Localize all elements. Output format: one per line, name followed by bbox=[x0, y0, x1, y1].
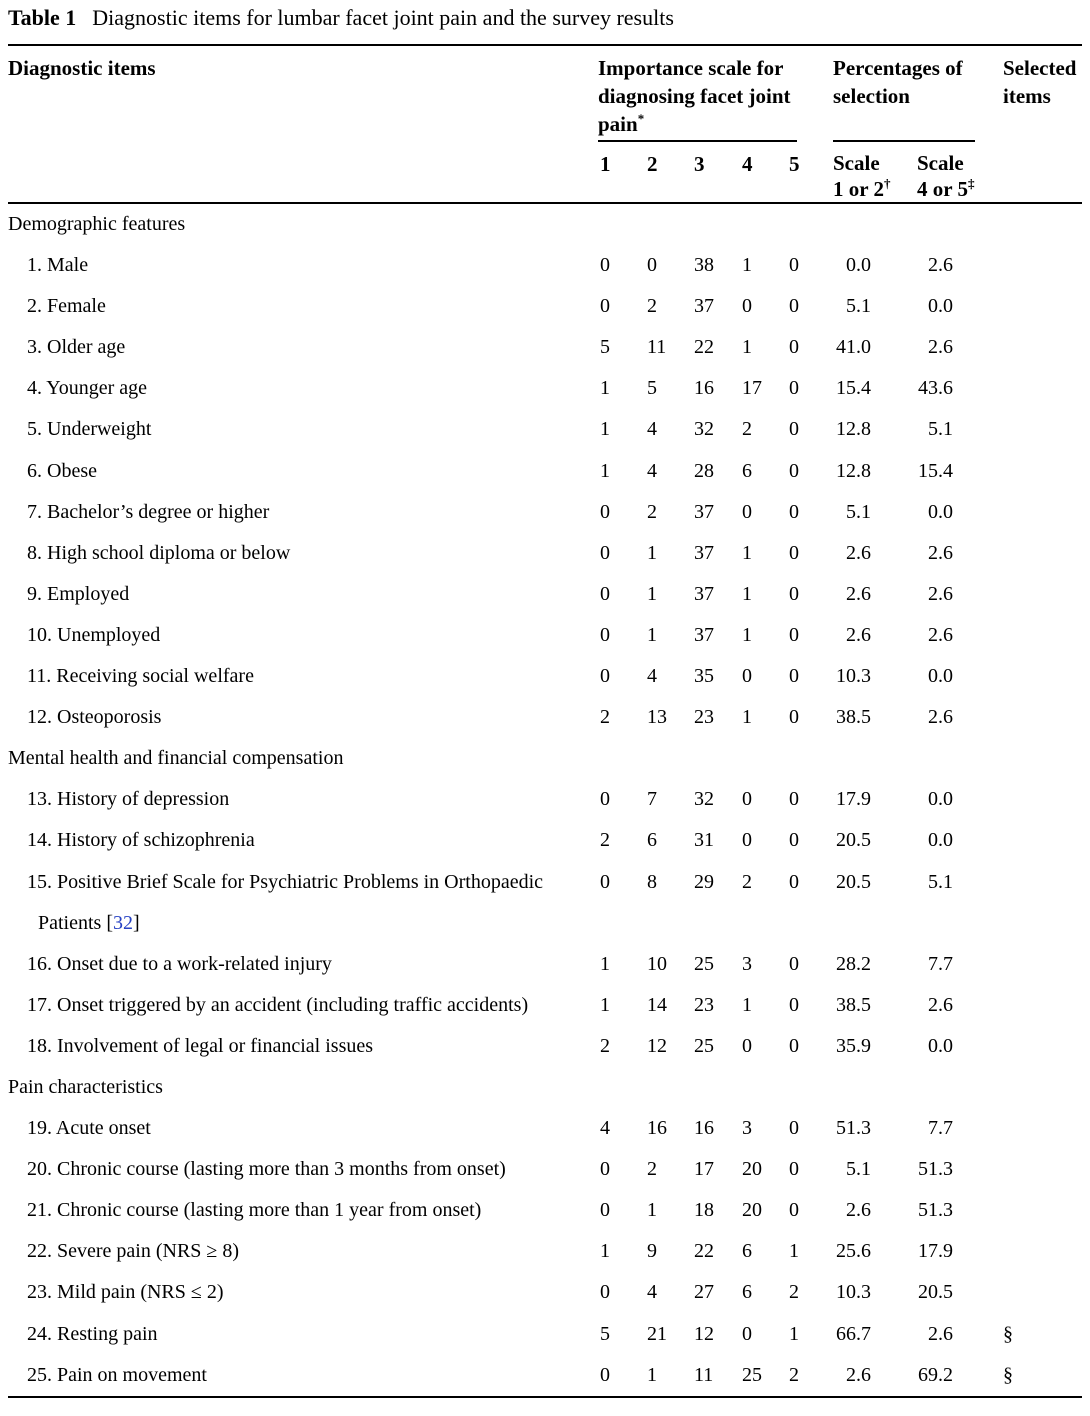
scale-5-count-cell: 0 bbox=[789, 1199, 799, 1222]
pct-scale-4-or-5-cell: 5.1 bbox=[928, 418, 953, 441]
scale-3-count-cell: 22 bbox=[694, 1240, 714, 1263]
item-label-cell: 12. Osteoporosis bbox=[27, 706, 162, 729]
section-row-label: Demographic features bbox=[8, 213, 186, 235]
scale-1-count-cell: 0 bbox=[600, 541, 610, 564]
col-header-scale-2: 2 bbox=[647, 152, 658, 176]
scale-5-count-cell: 0 bbox=[789, 459, 799, 482]
scale-4-count-cell: 2 bbox=[742, 418, 752, 441]
section-row-label: Pain characteristics bbox=[8, 1075, 163, 1098]
pct-scale-4-or-5-cell: 2.6 bbox=[928, 254, 953, 277]
scale-3-count-cell: 16 bbox=[694, 377, 714, 400]
scale-2-count-cell: 1 bbox=[647, 1363, 657, 1386]
scale-2-count-cell: 4 bbox=[647, 665, 657, 688]
pct-scale-1-or-2-cell: 2.6 bbox=[846, 1363, 871, 1386]
item-label-cell: 13. History of depression bbox=[27, 788, 230, 811]
pct-scale-4-or-5-cell: 17.9 bbox=[918, 1240, 953, 1263]
scale-5-count-cell: 0 bbox=[789, 870, 799, 893]
selected-mark-cell bbox=[1003, 409, 1082, 450]
scale-4-count-cell: 1 bbox=[742, 541, 752, 564]
pct-scale-4-or-5-cell: 2.6 bbox=[928, 706, 953, 729]
pct-scale-4-or-5-cell: 0.0 bbox=[928, 1034, 953, 1057]
section-row-label: Mental health and financial compensation bbox=[8, 747, 344, 770]
scale-3-count-cell: 37 bbox=[694, 623, 714, 646]
scale-2-count-cell: 14 bbox=[647, 993, 667, 1016]
scale-1-count-cell: 0 bbox=[600, 582, 610, 605]
item-label-cell: 2. Female bbox=[27, 295, 106, 318]
scale-3-count-cell: 22 bbox=[694, 336, 714, 359]
scale-4-count-cell: 1 bbox=[742, 582, 752, 605]
table-title bbox=[8, 0, 1082, 44]
pct-scale-4-or-5-cell: 51.3 bbox=[918, 1158, 953, 1181]
pct-scale-1-or-2-cell: 12.8 bbox=[836, 459, 871, 482]
item-label-cell: 18. Involvement of legal or financial issues bbox=[27, 1034, 374, 1057]
pct-scale-4-or-5-cell: 2.6 bbox=[928, 623, 953, 646]
item-label-cell: 5. Underweight bbox=[27, 418, 152, 441]
scale-3-count-cell: 32 bbox=[694, 418, 714, 441]
scale-1-count-cell: 1 bbox=[600, 1240, 610, 1263]
pct-scale-1-or-2-cell: 25.6 bbox=[836, 1240, 871, 1263]
scale-3-count-cell: 31 bbox=[694, 829, 714, 852]
scale-1-count-cell: 2 bbox=[600, 706, 610, 729]
footnote-mark-double-dagger: ‡ bbox=[967, 176, 975, 191]
scale-4-count-cell: 0 bbox=[742, 1034, 752, 1057]
pct-scale-1-or-2-cell: 5.1 bbox=[846, 500, 871, 523]
scale-4-count-cell: 1 bbox=[742, 993, 752, 1016]
pct-scale-1-or-2-cell: 10.3 bbox=[836, 1281, 871, 1304]
pct-scale-4-or-5-cell: 2.6 bbox=[928, 1322, 953, 1345]
pct-scale-4-or-5-cell: 2.6 bbox=[928, 582, 953, 605]
pct-scale-4-or-5-cell: 51.3 bbox=[918, 1199, 953, 1222]
scale-4-count-cell: 3 bbox=[742, 952, 752, 975]
pct-scale-4-or-5-cell: 0.0 bbox=[928, 295, 953, 318]
item-label-cell: 7. Bachelor’s degree or higher bbox=[27, 500, 270, 523]
col-header-selected-items bbox=[1003, 54, 1082, 110]
header-line: Scale bbox=[917, 151, 964, 175]
header-line: 4 or 5 bbox=[917, 177, 968, 201]
selected-mark-cell bbox=[1003, 779, 1082, 820]
scale-5-count-cell: 0 bbox=[789, 582, 799, 605]
scale-3-count-cell: 17 bbox=[694, 1158, 714, 1181]
scale-1-count-cell: 0 bbox=[600, 665, 610, 688]
scale-5-count-cell: 0 bbox=[789, 500, 799, 523]
scale-2-count-cell: 7 bbox=[647, 788, 657, 811]
col-header-percentages bbox=[833, 54, 1003, 150]
header-line: 1 or 2 bbox=[833, 177, 884, 201]
pct-scale-4-or-5-cell: 2.6 bbox=[928, 993, 953, 1016]
pct-scale-1-or-2-cell: 10.3 bbox=[836, 665, 871, 688]
header-line: Selected bbox=[1003, 56, 1077, 80]
selected-mark-cell bbox=[1003, 1190, 1082, 1231]
header-line: diagnosing facet joint bbox=[598, 84, 791, 108]
scale-2-count-cell: 1 bbox=[647, 582, 657, 605]
scale-2-count-cell: 8 bbox=[647, 870, 657, 893]
item-label-cell: 14. History of schizophrenia bbox=[27, 829, 255, 852]
col-header-importance-scale bbox=[598, 54, 833, 150]
pct-scale-1-or-2-cell: 41.0 bbox=[836, 336, 871, 359]
item-label-cell: 24. Resting pain bbox=[27, 1322, 158, 1345]
scale-4-count-cell: 0 bbox=[742, 295, 752, 318]
selected-mark-cell bbox=[1003, 1108, 1082, 1149]
scale-4-count-cell: 25 bbox=[742, 1363, 762, 1386]
scale-1-count-cell: 1 bbox=[600, 418, 610, 441]
scale-5-count-cell: 0 bbox=[789, 1034, 799, 1057]
scale-1-count-cell: 0 bbox=[600, 1199, 610, 1222]
scale-1-count-cell: 2 bbox=[600, 829, 610, 852]
item-label-cell: 6. Obese bbox=[27, 459, 97, 482]
scale-2-count-cell: 12 bbox=[647, 1034, 667, 1057]
pct-scale-4-or-5-cell: 7.7 bbox=[928, 1117, 953, 1140]
pct-scale-1-or-2-cell: 38.5 bbox=[836, 706, 871, 729]
col-header-scale-3: 3 bbox=[694, 152, 705, 176]
pct-scale-1-or-2-cell: 20.5 bbox=[836, 829, 871, 852]
scale-4-count-cell: 1 bbox=[742, 706, 752, 729]
scale-2-count-cell: 10 bbox=[647, 952, 667, 975]
scale-3-count-cell: 37 bbox=[694, 500, 714, 523]
scale-2-count-cell: 9 bbox=[647, 1240, 657, 1263]
col-header-scale-1-or-2 bbox=[833, 150, 917, 202]
scale-5-count-cell: 0 bbox=[789, 665, 799, 688]
scale-3-count-cell: 37 bbox=[694, 295, 714, 318]
col-header-diagnostic-items: Diagnostic items bbox=[8, 56, 156, 80]
scale-1-count-cell: 0 bbox=[600, 870, 610, 893]
scale-2-count-cell: 4 bbox=[647, 459, 657, 482]
scale-4-count-cell: 6 bbox=[742, 459, 752, 482]
bottom-rule bbox=[8, 1396, 1082, 1398]
scale-5-count-cell: 0 bbox=[789, 952, 799, 975]
footnote-mark-asterisk: * bbox=[637, 111, 645, 126]
scale-2-count-cell: 16 bbox=[647, 1117, 667, 1140]
scale-1-count-cell: 5 bbox=[600, 336, 610, 359]
pct-scale-4-or-5-cell: 2.6 bbox=[928, 541, 953, 564]
header-line: Importance scale for bbox=[598, 56, 784, 80]
scale-4-count-cell: 0 bbox=[742, 665, 752, 688]
item-label-cell: 1. Male bbox=[27, 254, 89, 277]
pct-scale-4-or-5-cell: 0.0 bbox=[928, 829, 953, 852]
selected-mark-cell bbox=[1003, 697, 1082, 738]
scale-5-count-cell: 0 bbox=[789, 254, 799, 277]
scale-2-count-cell: 2 bbox=[647, 1158, 657, 1181]
pct-scale-1-or-2-cell: 51.3 bbox=[836, 1117, 871, 1140]
pct-scale-1-or-2-cell: 2.6 bbox=[846, 1199, 871, 1222]
selected-mark-cell bbox=[1003, 574, 1082, 615]
scale-4-count-cell: 20 bbox=[742, 1158, 762, 1181]
scale-1-count-cell: 5 bbox=[600, 1322, 610, 1345]
col-header-scale-5: 5 bbox=[789, 152, 800, 176]
pct-scale-1-or-2-cell: 5.1 bbox=[846, 295, 871, 318]
scale-3-count-cell: 37 bbox=[694, 582, 714, 605]
scale-5-count-cell: 0 bbox=[789, 295, 799, 318]
selected-mark-cell bbox=[1003, 327, 1082, 368]
selected-mark-cell bbox=[1003, 944, 1082, 985]
header-line: selection bbox=[833, 84, 910, 108]
pct-scale-1-or-2-cell: 35.9 bbox=[836, 1034, 871, 1057]
scale-4-count-cell: 20 bbox=[742, 1199, 762, 1222]
header-line: items bbox=[1003, 84, 1051, 108]
scale-2-count-cell: 1 bbox=[647, 623, 657, 646]
scale-1-count-cell: 0 bbox=[600, 295, 610, 318]
selected-mark-cell bbox=[1003, 533, 1082, 574]
scale-1-count-cell: 0 bbox=[600, 254, 610, 277]
col-header-scale-1: 1 bbox=[600, 152, 611, 176]
scale-3-count-cell: 11 bbox=[694, 1363, 714, 1386]
selected-mark-cell bbox=[1003, 492, 1082, 533]
pct-scale-1-or-2-cell: 5.1 bbox=[846, 1158, 871, 1181]
footnote-mark-dagger: † bbox=[883, 176, 891, 191]
scale-4-count-cell: 6 bbox=[742, 1281, 752, 1304]
selected-mark-cell bbox=[1003, 451, 1082, 492]
scale-2-count-cell: 5 bbox=[647, 377, 657, 400]
scale-2-count-cell: 1 bbox=[647, 1199, 657, 1222]
scale-4-count-cell: 0 bbox=[742, 829, 752, 852]
pct-scale-1-or-2-cell: 20.5 bbox=[836, 870, 871, 893]
selected-mark-cell: § bbox=[1003, 1322, 1013, 1345]
scale-5-count-cell: 0 bbox=[789, 1117, 799, 1140]
scale-5-count-cell: 0 bbox=[789, 623, 799, 646]
scale-3-count-cell: 32 bbox=[694, 788, 714, 811]
scale-3-count-cell: 16 bbox=[694, 1117, 714, 1140]
selected-mark-cell bbox=[1003, 1231, 1082, 1272]
selected-mark-cell bbox=[1003, 615, 1082, 656]
scale-4-count-cell: 1 bbox=[742, 336, 752, 359]
table-header bbox=[8, 46, 1082, 202]
item-label-cell: 10. Unemployed bbox=[27, 623, 161, 646]
pct-scale-1-or-2-cell: 0.0 bbox=[846, 254, 871, 277]
pct-scale-4-or-5-cell: 43.6 bbox=[918, 377, 953, 400]
scale-5-count-cell: 1 bbox=[789, 1240, 799, 1263]
scale-5-count-cell: 0 bbox=[789, 418, 799, 441]
scale-1-count-cell: 0 bbox=[600, 500, 610, 523]
pct-scale-4-or-5-cell: 7.7 bbox=[928, 952, 953, 975]
item-label-cell: 19. Acute onset bbox=[27, 1117, 151, 1140]
scale-5-count-cell: 0 bbox=[789, 377, 799, 400]
header-line: Percentages of bbox=[833, 56, 963, 80]
scale-1-count-cell: 0 bbox=[600, 1281, 610, 1304]
pct-scale-1-or-2-cell: 15.4 bbox=[836, 377, 871, 400]
item-label-cell: 20. Chronic course (lasting more than 3 months from onset) bbox=[27, 1158, 506, 1181]
scale-4-count-cell: 2 bbox=[742, 870, 752, 893]
scale-1-count-cell: 4 bbox=[600, 1117, 610, 1140]
scale-5-count-cell: 0 bbox=[789, 1158, 799, 1181]
scale-5-count-cell: 2 bbox=[789, 1281, 799, 1304]
col-header-scale-4: 4 bbox=[742, 152, 753, 176]
scale-3-count-cell: 35 bbox=[694, 665, 714, 688]
scale-4-count-cell: 1 bbox=[742, 623, 752, 646]
scale-1-count-cell: 1 bbox=[600, 459, 610, 482]
scale-4-count-cell: 0 bbox=[742, 1322, 752, 1345]
scale-4-count-cell: 3 bbox=[742, 1117, 752, 1140]
item-label-cell: 3. Older age bbox=[27, 336, 126, 359]
pct-scale-4-or-5-cell: 0.0 bbox=[928, 788, 953, 811]
scale-2-count-cell: 11 bbox=[647, 336, 667, 359]
scale-5-count-cell: 1 bbox=[789, 1322, 799, 1345]
scale-5-count-cell: 0 bbox=[789, 829, 799, 852]
scale-1-count-cell: 0 bbox=[600, 623, 610, 646]
scale-2-count-cell: 4 bbox=[647, 1281, 657, 1304]
item-label-cell: 4. Younger age bbox=[27, 377, 147, 400]
item-label-cell: 8. High school diploma or below bbox=[27, 541, 291, 564]
scale-3-count-cell: 27 bbox=[694, 1281, 714, 1304]
scale-3-count-cell: 25 bbox=[694, 1034, 714, 1057]
pct-scale-1-or-2-cell: 38.5 bbox=[836, 993, 871, 1016]
scale-3-count-cell: 23 bbox=[694, 993, 714, 1016]
col-header-scale-4-or-5 bbox=[917, 150, 1003, 202]
item-label-cell: 17. Onset triggered by an accident (including traffic accidents) bbox=[27, 993, 529, 1016]
selected-mark-cell bbox=[1003, 985, 1082, 1026]
scale-2-count-cell: 2 bbox=[647, 500, 657, 523]
pct-scale-1-or-2-cell: 17.9 bbox=[836, 788, 871, 811]
scale-1-count-cell: 1 bbox=[600, 993, 610, 1016]
pct-scale-1-or-2-cell: 66.7 bbox=[836, 1322, 871, 1345]
selected-mark-cell bbox=[1003, 1026, 1082, 1067]
scale-4-count-cell: 1 bbox=[742, 254, 752, 277]
scale-5-count-cell: 0 bbox=[789, 788, 799, 811]
scale-5-count-cell: 0 bbox=[789, 541, 799, 564]
scale-2-count-cell: 2 bbox=[647, 295, 657, 318]
scale-5-count-cell: 0 bbox=[789, 993, 799, 1016]
table-caption: Diagnostic items for lumbar facet joint pain and the survey results bbox=[92, 5, 674, 30]
scale-3-count-cell: 28 bbox=[694, 459, 714, 482]
item-label-cell: 25. Pain on movement bbox=[27, 1363, 207, 1386]
scale-4-count-cell: 6 bbox=[742, 1240, 752, 1263]
item-label-cell: 11. Receiving social welfare bbox=[27, 665, 254, 688]
scale-3-count-cell: 12 bbox=[694, 1322, 714, 1345]
scale-3-count-cell: 38 bbox=[694, 254, 714, 277]
scale-4-count-cell: 0 bbox=[742, 500, 752, 523]
item-label-cell: 21. Chronic course (lasting more than 1 year from onset) bbox=[27, 1199, 482, 1222]
pct-scale-1-or-2-cell: 2.6 bbox=[846, 582, 871, 605]
citation-link[interactable]: 32 bbox=[113, 911, 134, 934]
selected-mark-cell bbox=[1003, 656, 1082, 697]
selected-mark-cell bbox=[1003, 1149, 1082, 1190]
pct-scale-4-or-5-cell: 20.5 bbox=[918, 1281, 953, 1304]
scale-4-count-cell: 17 bbox=[742, 377, 762, 400]
pct-scale-1-or-2-cell: 12.8 bbox=[836, 418, 871, 441]
scale-1-count-cell: 0 bbox=[600, 1363, 610, 1386]
scale-5-count-cell: 0 bbox=[789, 706, 799, 729]
scale-1-count-cell: 0 bbox=[600, 788, 610, 811]
scale-5-count-cell: 0 bbox=[789, 336, 799, 359]
scale-3-count-cell: 25 bbox=[694, 952, 714, 975]
selected-mark-cell bbox=[1003, 368, 1082, 409]
scale-4-count-cell: 0 bbox=[742, 788, 752, 811]
header-line: Scale bbox=[833, 151, 880, 175]
pct-scale-4-or-5-cell: 15.4 bbox=[918, 459, 953, 482]
table-label: Table 1 bbox=[8, 5, 77, 30]
item-label-cell: 22. Severe pain (NRS ≥ 8) bbox=[27, 1240, 240, 1263]
pct-scale-1-or-2-cell: 2.6 bbox=[846, 623, 871, 646]
table-body bbox=[8, 204, 1082, 1396]
pct-scale-4-or-5-cell: 2.6 bbox=[928, 336, 953, 359]
scale-2-count-cell: 13 bbox=[647, 706, 667, 729]
selected-mark-cell bbox=[1003, 862, 1082, 944]
item-label-cell: 9. Employed bbox=[27, 582, 130, 605]
scale-5-count-cell: 2 bbox=[789, 1363, 799, 1386]
scale-3-count-cell: 37 bbox=[694, 541, 714, 564]
scale-2-count-cell: 0 bbox=[647, 254, 657, 277]
scale-1-count-cell: 1 bbox=[600, 377, 610, 400]
scale-1-count-cell: 2 bbox=[600, 1034, 610, 1057]
item-label-cell: 16. Onset due to a work-related injury bbox=[27, 952, 332, 975]
pct-scale-4-or-5-cell: 69.2 bbox=[918, 1363, 953, 1386]
scale-2-count-cell: 6 bbox=[647, 829, 657, 852]
selected-mark-cell bbox=[1003, 286, 1082, 327]
scale-2-count-cell: 4 bbox=[647, 418, 657, 441]
scale-3-count-cell: 23 bbox=[694, 706, 714, 729]
item-label-cell: 23. Mild pain (NRS ≤ 2) bbox=[27, 1281, 224, 1304]
scale-3-count-cell: 18 bbox=[694, 1199, 714, 1222]
selected-mark-cell bbox=[1003, 820, 1082, 861]
pct-scale-4-or-5-cell: 5.1 bbox=[928, 870, 953, 893]
scale-2-count-cell: 1 bbox=[647, 541, 657, 564]
pct-scale-4-or-5-cell: 0.0 bbox=[928, 500, 953, 523]
selected-mark-cell: § bbox=[1003, 1363, 1013, 1386]
selected-mark-cell bbox=[1003, 1272, 1082, 1313]
pct-scale-4-or-5-cell: 0.0 bbox=[928, 665, 953, 688]
scale-1-count-cell: 1 bbox=[600, 952, 610, 975]
selected-mark-cell bbox=[1003, 245, 1082, 286]
pct-scale-1-or-2-cell: 28.2 bbox=[836, 952, 871, 975]
header-line: pain bbox=[598, 112, 638, 136]
scale-3-count-cell: 29 bbox=[694, 870, 714, 893]
scale-2-count-cell: 21 bbox=[647, 1322, 667, 1345]
item-label-cell: 15. Positive Brief Scale for Psychiatric Problems in Orthopaedic Patients [32] bbox=[27, 870, 544, 934]
scale-1-count-cell: 0 bbox=[600, 1158, 610, 1181]
pct-scale-1-or-2-cell: 2.6 bbox=[846, 541, 871, 564]
